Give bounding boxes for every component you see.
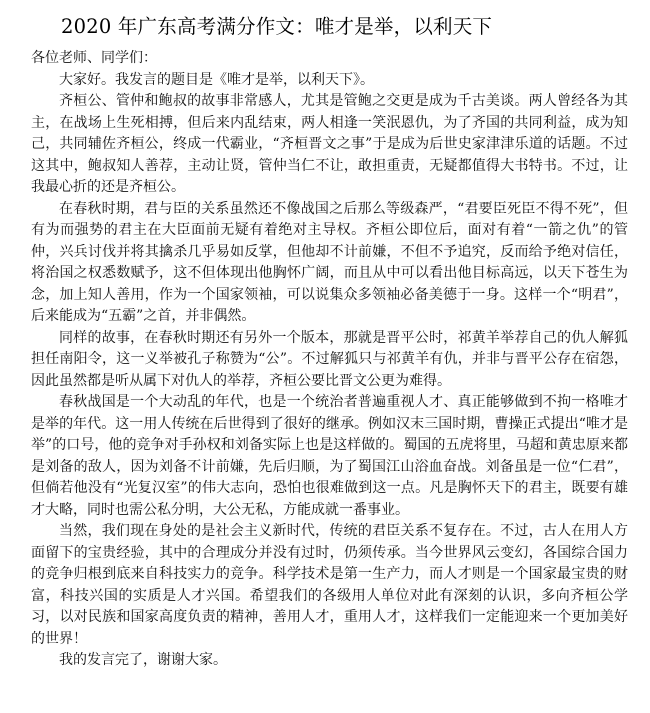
- paragraph-closing: 我的发言完了，谢谢大家。: [59, 652, 227, 668]
- salutation: 各位老师、同学们：: [31, 50, 157, 66]
- paragraph-modern-era: 当然，我们现在身处的是社会主义新时代，传统的君臣关系不复存在。不过，古人在用人方面留下的宝贵经验，其中的合理成分并没有过时，仍须传承。当今世界风云变幻，各国综合国力的竞争归根到底来自科技实力的竞争。科学技术是第一生产力，而人才则是一个国家最宝贵的财富，科技兴国的实质是人才兴国。希望我们的各级用人单位对此有深刻的认识，多向齐桓公学习，以对民族和国家高度负责的精神，善用人才，重用人才，这样我们一定能迎来一个更加美好的世界！: [31, 523, 628, 647]
- essay-title: 2020 年广东高考满分作文：唯才是举，以利天下: [61, 15, 493, 38]
- paragraph-warring-states: 春秋战国是一个大动乱的年代，也是一个统治者普遍重视人才、真正能够做到不拘一格唯才是举的年代。这一用人传统在后世得到了很好的继承。例如汉末三国时期，曹操正式提出“唯才是举”的口号，他的竞争对手孙权和刘备实际上也是这样做的。蜀国的五虎将里，马超和黄忠原来都是刘备的敌人，因为刘备不计前嫌，先后归顺，为了蜀国江山浴血奋战。刘备虽是一位“仁君”，但倘若他没有“光复汉室”的伟大志向，恐怕也很难做到这一点。凡是胸怀天下的君主，既要有雄才大略，同时也需公私分明，大公无私，方能成就一番事业。: [31, 394, 628, 518]
- paragraph-greeting: 大家好。我发言的题目是《唯才是举，以利天下》。: [59, 71, 374, 88]
- paragraph-qi-huangyang: 同样的故事，在春秋时期还有另外一个版本，那就是晋平公时，祁黄羊举荐自己的仇人解狐担任南阳令，这一义举被孔子称赞为“公”。不过解狐只与祁黄羊有仇，并非与晋平公存在宿怨，因此虽然都是听从属下对仇人的举荐，齐桓公要比晋文公更为难得。: [31, 329, 628, 389]
- paragraph-guan-bao-story: 齐桓公、管仲和鲍叔的故事非常感人，尤其是管鲍之交更是成为千古美谈。两人曾经各为其主，在战场上生死相搏，但后来内乱结束，两人相逢一笑泯恩仇，为了齐国的共同利益，成为知己，共同辅佐齐桓公，终成一代霸业，“齐桓晋文之事”于是成为后世史家津津乐道的话题。不过这其中，鲍叔知人善荐，主动让贤，管仲当仁不让，敢担重责，无疑都值得大书特书。不过，让我最心折的还是齐桓公。: [31, 93, 628, 195]
- paragraph-spring-autumn-ruler: 在春秋时期，君与臣的关系虽然还不像战国之后那么等级森严，“君要臣死臣不得不死”，但有为而强势的君主在大臣面前无疑有着绝对主导权。齐桓公即位后，面对有着“一箭之仇”的管仲，兴兵讨伐并将其擒杀几乎易如反掌，但他却不计前嫌，不但不予追究，反而给予绝对信任，将治国之权悉数赋予，这不但体现出他胸怀广阔，而且从中可以看出他目标高远，以天下苍生为念，加上知人善用，作为一个国家领袖，可以说集众多领袖必备美德于一身。这样一个“明君”，后来能成为“五霸”之首，并非偶然。: [31, 200, 628, 324]
